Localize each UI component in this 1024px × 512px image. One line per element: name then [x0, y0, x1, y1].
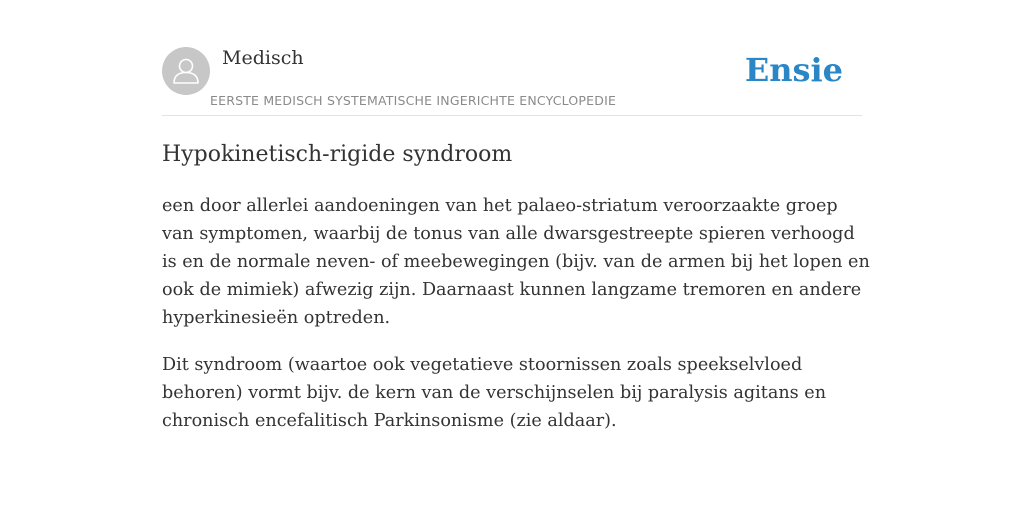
article-title: Hypokinetisch-rigide syndroom	[162, 142, 513, 167]
user-avatar-icon	[162, 47, 210, 95]
source-name[interactable]: Medisch	[222, 47, 304, 69]
article-paragraph: een door allerlei aandoeningen van het palaeo-striatum veroorzaakte groep van symptomen, waarbij de tonus van alle dwarsgestreepte spieren verhoogd is en de normale neven- of meebewegingen (bijv. van de armen bij het lopen en ook de mimiek) afwezig zijn. Daarnaast kunnen langzame tremoren en andere hyperkinesieën optreden.	[162, 196, 870, 328]
source-avatar[interactable]	[162, 47, 210, 95]
source-header	[162, 46, 862, 116]
article-body	[162, 192, 872, 454]
ensie-logo[interactable]: Ensie	[744, 51, 843, 89]
page-container	[162, 0, 870, 512]
source-subtitle: EERSTE MEDISCH SYSTEMATISCHE INGERICHTE ENCYCLOPEDIE	[210, 93, 617, 108]
article-paragraph: Dit syndroom (waartoe ook vegetatieve stoornissen zoals speekselvloed behoren) vormt bijv. de kern van de verschijnselen bij paralysis agitans en chronisch encefalitisch Parkinsonisme (zie aldaar).	[162, 355, 827, 431]
